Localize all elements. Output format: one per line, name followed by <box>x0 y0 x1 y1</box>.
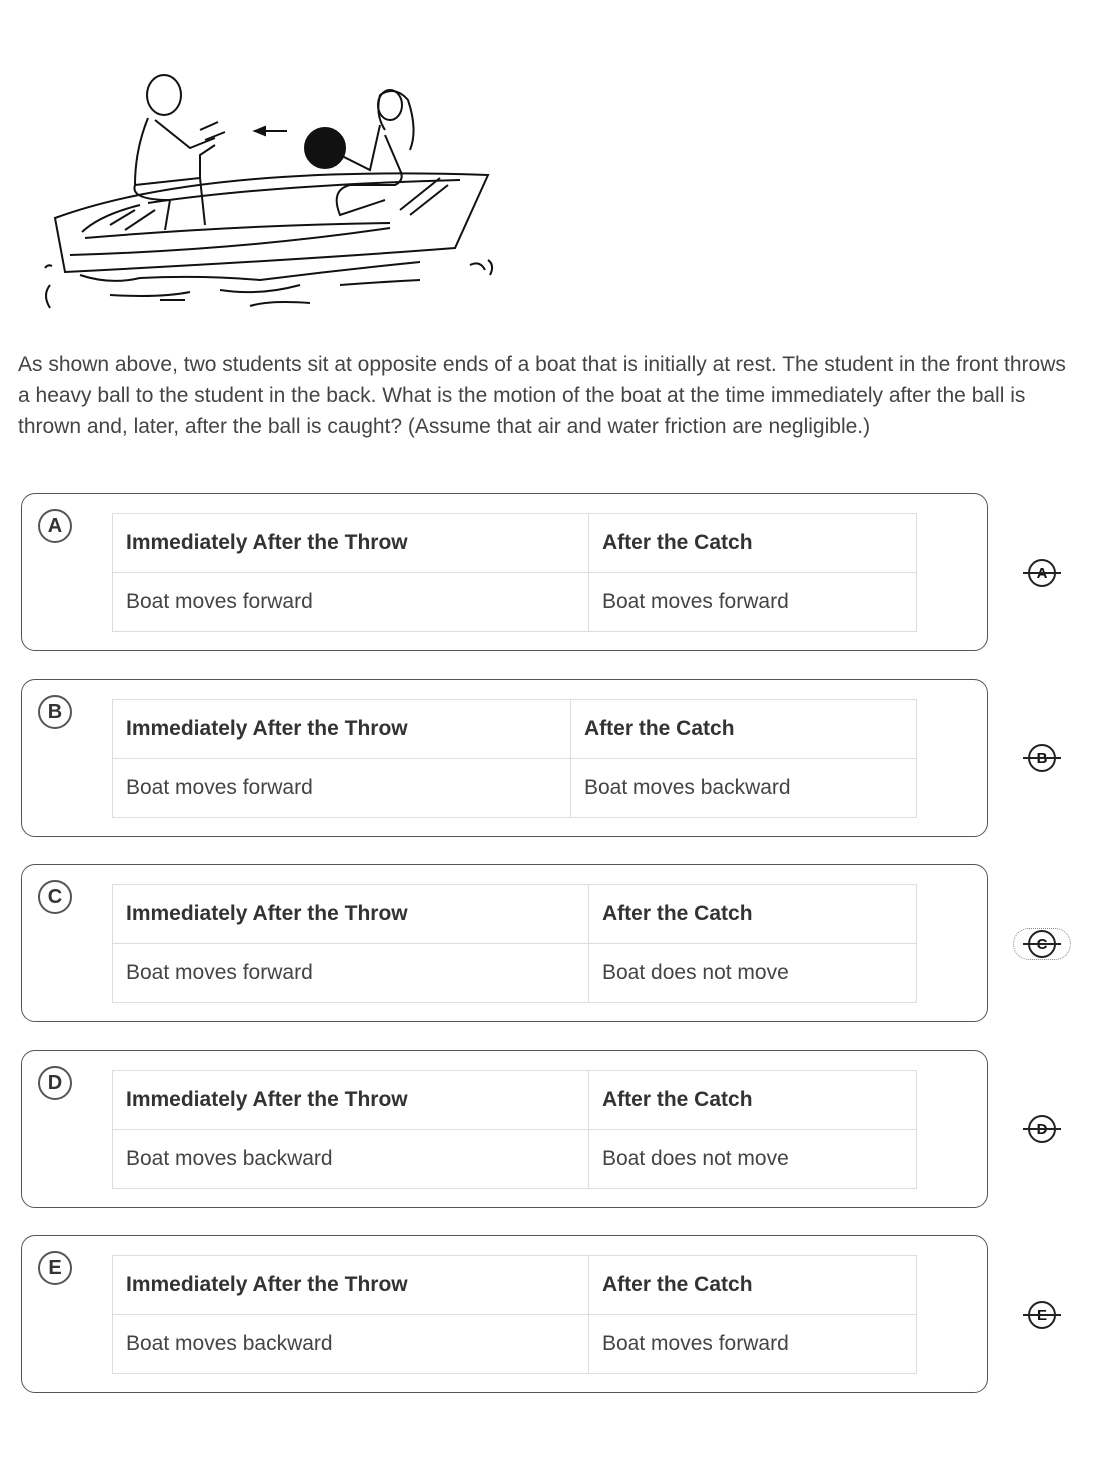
table-cell: Boat moves backward <box>571 759 917 818</box>
table-header: Immediately After the Throw <box>113 1071 589 1130</box>
option-table <box>112 1070 917 1189</box>
option-letter-badge: C <box>38 880 72 914</box>
table-header: After the Catch <box>589 514 917 573</box>
eliminate-option-a-button[interactable] <box>1013 557 1071 589</box>
table-cell: Boat moves forward <box>113 573 589 632</box>
option-table <box>112 513 917 632</box>
table-header: After the Catch <box>589 885 917 944</box>
eliminate-option-b-button[interactable] <box>1013 742 1071 774</box>
option-letter-badge: D <box>38 1066 72 1100</box>
option-e[interactable] <box>21 1235 988 1393</box>
option-letter-badge: A <box>38 509 72 543</box>
option-table <box>112 884 917 1003</box>
option-d[interactable] <box>21 1050 988 1208</box>
question-text: As shown above, two students sit at opposite ends of a boat that is initially at rest. The student in the front throws a heavy ball to the student in the back. What is the motion of the boat at the time immediately after the ball is thrown and, later, after the ball is caught? (Assume that air and water friction are negligible.) <box>18 353 1066 438</box>
table-header: After the Catch <box>589 1256 917 1315</box>
table-cell: Boat moves forward <box>113 944 589 1003</box>
option-letter-badge: E <box>38 1251 72 1285</box>
table-header: After the Catch <box>589 1071 917 1130</box>
table-header: Immediately After the Throw <box>113 700 571 759</box>
table-cell: Boat moves forward <box>589 573 917 632</box>
table-cell: Boat moves forward <box>113 759 571 818</box>
boat-illustration <box>40 60 500 320</box>
table-cell: Boat moves backward <box>113 1130 589 1189</box>
option-b[interactable] <box>21 679 988 837</box>
table-header: Immediately After the Throw <box>113 514 589 573</box>
table-cell: Boat does not move <box>589 944 917 1003</box>
option-a[interactable] <box>21 493 988 651</box>
table-cell: Boat does not move <box>589 1130 917 1189</box>
table-cell: Boat moves backward <box>113 1315 589 1374</box>
option-table <box>112 699 917 818</box>
option-letter-badge: B <box>38 695 72 729</box>
eliminate-option-d-button[interactable] <box>1013 1113 1071 1145</box>
eliminate-option-c-button[interactable] <box>1013 928 1071 960</box>
table-header: After the Catch <box>571 700 917 759</box>
table-cell: Boat moves forward <box>589 1315 917 1374</box>
table-header: Immediately After the Throw <box>113 1256 589 1315</box>
table-header: Immediately After the Throw <box>113 885 589 944</box>
option-c[interactable] <box>21 864 988 1022</box>
option-table <box>112 1255 917 1374</box>
eliminate-option-e-button[interactable] <box>1013 1299 1071 1331</box>
